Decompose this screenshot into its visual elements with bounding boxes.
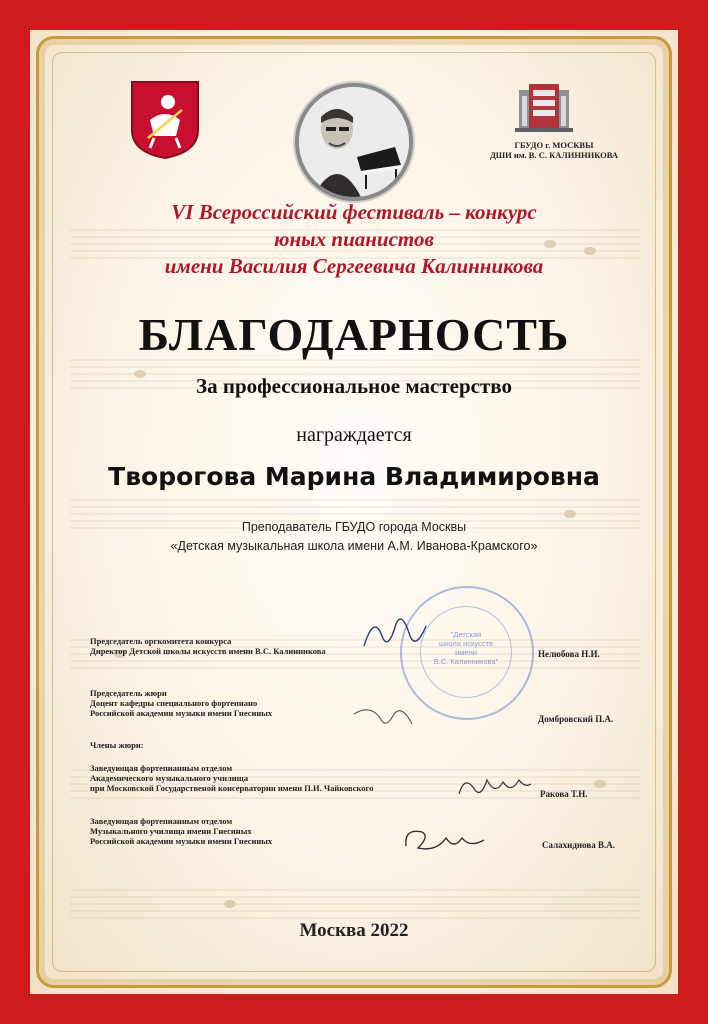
school-building-icon bbox=[515, 80, 573, 132]
signatory-title-line: Российской академии музыки имени Гнесиных bbox=[90, 836, 273, 846]
certificate-title: БЛАГОДАРНОСТЬ bbox=[138, 309, 570, 360]
signatory-title-line: Председатель жюри bbox=[90, 688, 167, 698]
signatory-4-name: Салахиднова В.А. bbox=[542, 840, 615, 850]
signatory-title-line: Заведующая фортепианным отделом bbox=[90, 816, 233, 826]
signatory-1-name: Нелюбова Н.И. bbox=[538, 649, 600, 659]
signatory-2-title bbox=[90, 688, 272, 718]
stamp-line: В.С. Калинникова" bbox=[433, 657, 499, 666]
signature-4-icon bbox=[400, 822, 490, 862]
signatory-title-line: Заведующая фортепианным отделом bbox=[90, 763, 233, 773]
school-caption bbox=[480, 140, 628, 160]
signatory-title-line: Члены жюри: bbox=[90, 740, 144, 750]
signatory-1-title bbox=[90, 636, 326, 656]
signatory-3-name: Ракова Т.Н. bbox=[540, 789, 588, 799]
city-year: Москва 2022 bbox=[299, 920, 409, 941]
portrait-with-piano-icon bbox=[299, 87, 409, 197]
certificate-sheet bbox=[30, 30, 678, 994]
position-line2: «Детская музыкальная школа имени А.М. Иванова-Крамского» bbox=[170, 539, 538, 553]
signature-3-icon bbox=[455, 768, 535, 802]
signatory-title-line: Директор Детской школы искусств имени В.С. Калинникова bbox=[90, 646, 326, 656]
festival-line1: VI Всероссийский фестиваль – конкурс bbox=[171, 200, 537, 224]
stamp-center-text bbox=[426, 630, 506, 666]
signatory-title-line: Музыкального училища имени Гнесиных bbox=[90, 826, 252, 836]
award-reason: За профессиональное мастерство bbox=[196, 374, 512, 398]
signatory-4-title bbox=[90, 816, 272, 846]
signatory-title-line: Доцент кафедры специального фортепиано bbox=[90, 698, 258, 708]
stamp-line: школа искусств bbox=[439, 639, 493, 648]
school-caption-line1: ГБУДО г. МОСКВЫ bbox=[514, 140, 594, 150]
position-line1: Преподаватель ГБУДО города Москвы bbox=[241, 520, 467, 534]
festival-line2: юных пианистов bbox=[274, 227, 434, 251]
signature-2-icon bbox=[350, 700, 420, 740]
composer-portrait bbox=[295, 83, 413, 201]
signatory-title-line: Председатель оргкомитета конкурса bbox=[90, 636, 232, 646]
signatory-title-line: при Московской Государственой консерватории имени П.И. Чайковского bbox=[90, 783, 374, 793]
signature-1-icon bbox=[360, 606, 430, 656]
jury-members-label bbox=[90, 740, 144, 750]
stamp-line: "Детская bbox=[450, 630, 482, 639]
festival-line3: имени Василия Сергеевича Калинникова bbox=[164, 254, 544, 278]
signatory-3-title bbox=[90, 763, 373, 793]
moscow-coat-of-arms-icon bbox=[130, 80, 200, 160]
stamp-line: имени bbox=[455, 648, 477, 657]
school-caption-line2: ДШИ им. В. С. КАЛИННИКОВА bbox=[489, 150, 619, 160]
signatory-title-line: Российской академии музыки имени Гнесиных bbox=[90, 708, 273, 718]
signatory-2-name: Домбровский П.А. bbox=[538, 714, 614, 724]
awarded-label: награждается bbox=[296, 424, 412, 446]
recipient-name: Творогова Марина Владимировна bbox=[108, 462, 600, 491]
signatory-title-line: Академического музыкального училища bbox=[90, 773, 249, 783]
